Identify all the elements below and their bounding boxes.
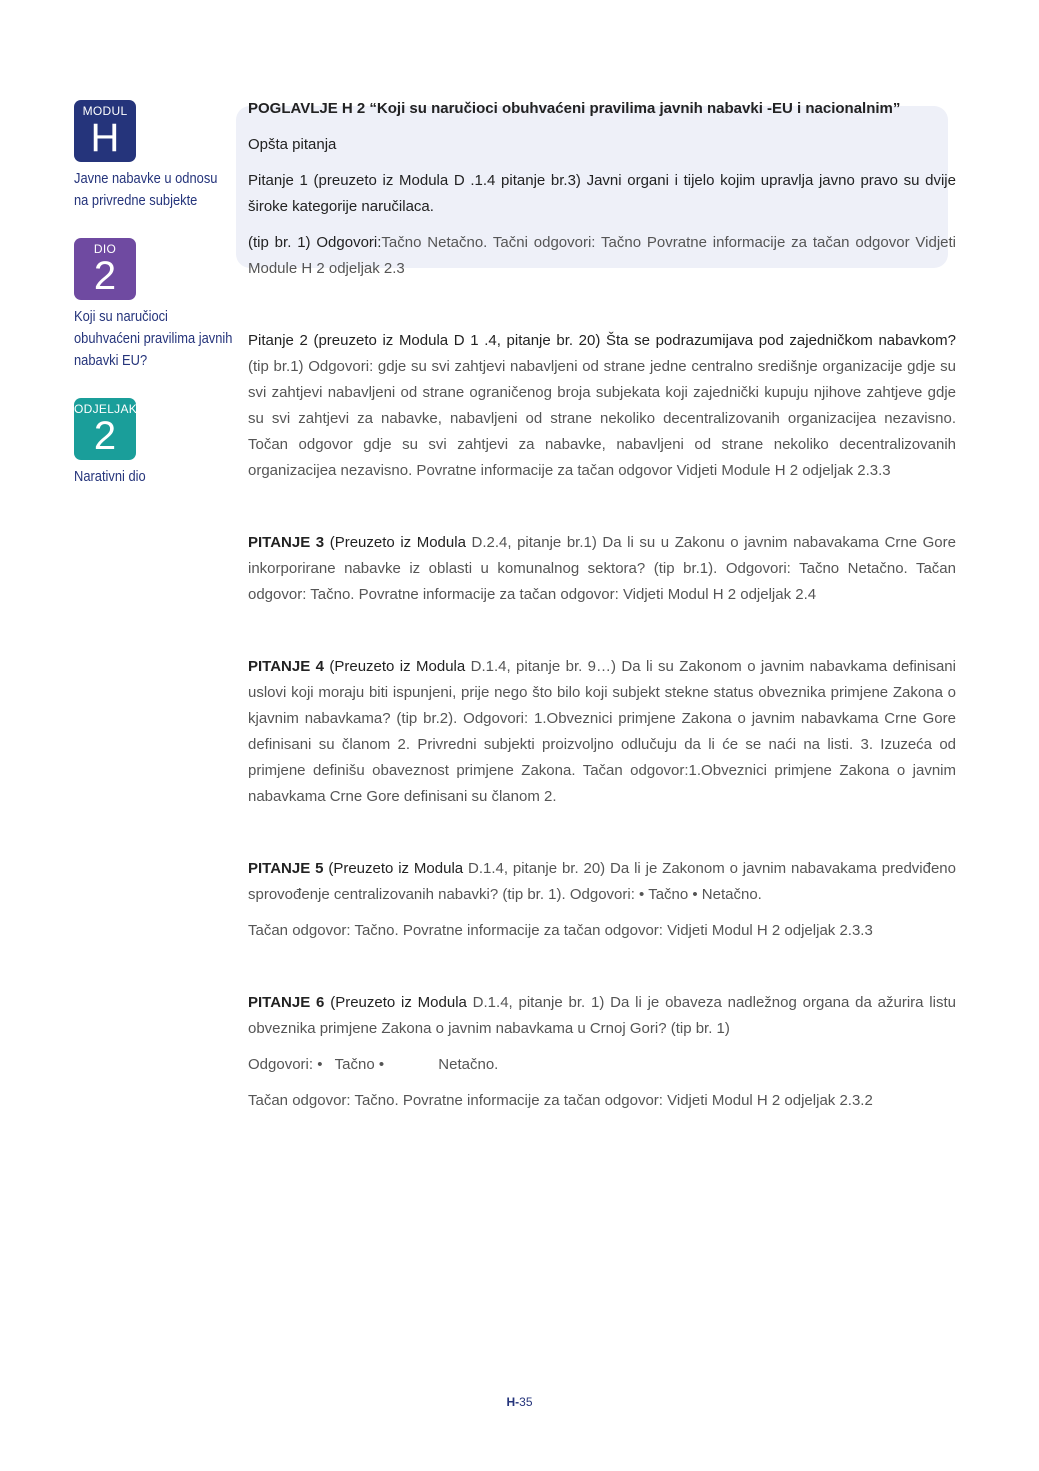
question-4-rest: D.1.4, pitanje br. 9…) Da li su Zakonom o javnim nabavkama definisani uslovi koji moraju biti ispunjeni, prije nego što bilo koji subjekt stekne status obveznika primjene Zakona o kjavnim nabavkama? (tip br.2). Odgovori: 1.Obveznici primjene Zakona o javnim nabavkama Crne Gore definisani su članom 2. Privredni subjekti proizvoljno odlučuju da li će se naći na listi. 3. Izuzeća od primjene definišu obaveznost primjene Zakona. Tačan odgovor:1.Obveznici primjene Zakona o javnim nabavkama Crne Gore definisani su članom 2. (248, 658, 956, 805)
question-1: Pitanje 1 (preuzeto iz Modula D .1.4 pitanje br.3) Javni organi i tijelo kojim upravlja javno pravo su dvije široke kategorije naručilaca. (248, 172, 956, 215)
modul-block (74, 100, 234, 238)
page-footer (0, 1395, 1039, 1409)
question-2-rest: (tip br.1) Odgovori: gdje su svi zahtjevi nabavljeni od strane jedne centralno središnje organizacije gdje su svi zahtjevi nabavljeni od strane ograničenog broja subjekata koji zajednički kupuju njihove zahtjeve gdje su svi zahtjevi za nabavke, nabavljeni od strane nekoliko decentralizovanih organizacijea nezavisno. Točan odgovor gdje su svi zahtjevi za nabavke, nabavljeni od strane nekoliko decentralizovanih organizacijea nezavisno. Povratne informacije za tačan odgovor Vidjeti Module H 2 odjeljak 2.3.3 (248, 358, 956, 479)
question-6-rest: D.1.4, pitanje br. 1) Da li je obaveza nadležnog organa da ažurira listu obveznika primjene Zakona o javnim nabavkama u Crnoj Gori? (tip br. 1) (248, 994, 956, 1037)
odjeljak-badge-number: 2 (93, 414, 117, 458)
modul-badge (74, 100, 136, 162)
sidebar (74, 100, 234, 488)
question-1-answer (248, 230, 956, 282)
question-5-source: (Preuzeto iz Modula (323, 860, 464, 877)
odjeljak-label: Narativni dio (74, 468, 146, 485)
question-1-answer-rest: Tačno Netačno. Tačni odgovori: Tačno Povratne informacije za tačan odgovor Vidjeti Module H 2 odjeljak 2.3 (248, 234, 956, 277)
odjeljak-badge-caption: ODJELJAK (74, 402, 138, 416)
general-questions-heading: Opšta pitanja (248, 136, 337, 153)
dio-badge-caption: DIO (93, 242, 117, 256)
question-4 (248, 654, 956, 810)
question-2-lead: Pitanje 2 (preuzeto iz Modula D 1 .4, pitanje br. 20) Šta se podrazumijava pod zajedničkom nabavkom? (248, 332, 956, 349)
question-3-rest: D.2.4, pitanje br.1) Da li su u Zakonu o javnim nabavakama Crne Gore inkorporirane nabavke iz oblasti u komunalnog sektora? (tip br.1). Odgovori: Tačno Netačno. Tačan odgovor: Tačno. Povratne informacije za tačan odgovor: Vidjeti Modul H 2 odjeljak 2.4 (248, 534, 956, 603)
modul-label: Javne nabavke u odnosu na privredne subjekte (74, 170, 218, 209)
question-3-label: PITANJE 3 (248, 534, 325, 551)
question-4-source: (Preuzeto iz Modula (323, 658, 466, 675)
question-4-label: PITANJE 4 (248, 658, 324, 675)
footer-prefix: H- (506, 1395, 520, 1409)
dio-badge-number: 2 (93, 254, 117, 298)
main-content (248, 96, 956, 1114)
page-number: 35 (519, 1395, 533, 1409)
dio-label: Koji su naručioci obuhvaćeni pravilima javnih nabavki EU? (74, 308, 233, 369)
modul-badge-caption: MODUL (82, 104, 128, 118)
question-2 (248, 328, 956, 484)
question-5 (248, 856, 956, 908)
question-6 (248, 990, 956, 1042)
odjeljak-block (74, 398, 234, 488)
question-6-correct: Tačan odgovor: Tačno. Povratne informacije za tačan odgovor: Vidjeti Modul H 2 odjeljak 2.3.2 (248, 1092, 873, 1109)
question-5-rest: D.1.4, pitanje br. 20) Da li je Zakonom o javnim nabavakama predviđeno sprovođenje centralizovanih nabavki? (tip br. 1). Odgovori: • Tačno • Netačno. (248, 860, 956, 903)
question-3 (248, 530, 956, 608)
dio-badge (74, 238, 136, 300)
chapter-title: POGLAVLJE H 2 “Koji su naručioci obuhvaćeni pravilima javnih nabavki -EU i nacionalnim” (248, 100, 901, 117)
question-3-source: (Preuzeto iz Modula (324, 534, 466, 551)
question-6-label: PITANJE 6 (248, 994, 325, 1011)
question-1-answer-lead: (tip br. 1) Odgovori: (248, 234, 382, 251)
question-5-correct: Tačan odgovor: Tačno. Povratne informacije za tačan odgovor: Vidjeti Modul H 2 odjeljak 2.3.3 (248, 922, 873, 939)
odjeljak-badge (74, 398, 136, 460)
question-5-label: PITANJE 5 (248, 860, 324, 877)
question-6-answers: Odgovori: • Tačno • Netačno. (248, 1056, 499, 1073)
modul-badge-letter: H (90, 116, 120, 160)
dio-block (74, 238, 234, 398)
question-6-source: (Preuzeto iz Modula (324, 994, 467, 1011)
